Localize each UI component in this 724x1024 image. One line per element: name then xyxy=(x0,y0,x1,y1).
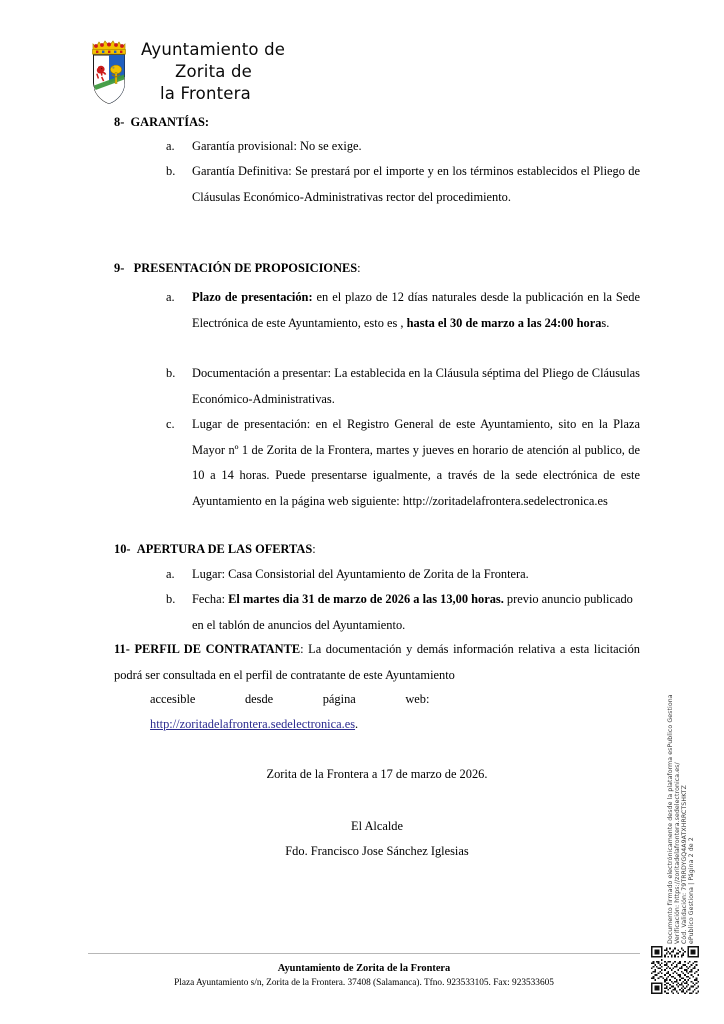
organization-name xyxy=(141,33,285,104)
section-11-text-2: . xyxy=(355,717,359,731)
section-9-heading xyxy=(114,256,640,282)
list-marker: b. xyxy=(166,592,176,606)
list-marker: a. xyxy=(166,567,175,581)
list-marker: a. xyxy=(166,139,175,153)
section-10-title-colon: : xyxy=(312,542,316,556)
plazo-label: Plazo de presentación: xyxy=(192,290,313,304)
section-10-number: 10- xyxy=(114,542,131,556)
section-11-link-line xyxy=(150,712,640,738)
org-line-2: Zorita de xyxy=(175,61,253,81)
list-marker: c. xyxy=(166,417,175,431)
fecha-value: El martes dia 31 de marzo de 2026 a las 13,00 horas. xyxy=(228,592,504,606)
section-9-item-b xyxy=(166,361,640,412)
section-10-heading xyxy=(114,537,640,563)
coat-of-arms-icon xyxy=(86,33,132,105)
stamp-validation-code: Cód. Validación: 79TRRDYGQ4A9ATXHRRCTSHKTZ xyxy=(681,785,688,944)
section-9-title-colon: : xyxy=(357,261,361,275)
footer-divider xyxy=(88,953,640,954)
section-9-item-c-text: Lugar de presentación: en el Registro General de este Ayuntamiento, sito en la Plaza Mayor nº 1 de Zorita de la Frontera, martes y jueves en horario de atención al publico, de 10 a 14 horas. Puede presentarse igualmente, a través de la sede electrónica de este Ayuntamiento en la página web siguiente: http://zoritadelafrontera.sedelectronica.es xyxy=(192,417,640,508)
esignature-margin-stamp xyxy=(662,630,702,946)
qr-code-icon[interactable] xyxy=(651,946,699,994)
section-8-item-a-text: Garantía provisional: No se exige. xyxy=(192,139,362,153)
section-8-item-a xyxy=(166,134,640,160)
list-marker: b. xyxy=(166,366,176,380)
section-11-title: PERFIL DE CONTRATANTE xyxy=(134,642,301,656)
stamp-page-label: ePublico Gestiona | Página 2 de 2 xyxy=(688,837,695,944)
section-10-item-b xyxy=(166,587,640,638)
section-9-title: PRESENTACIÓN DE PROPOSICIONES xyxy=(133,261,358,275)
section-8-item-b xyxy=(166,159,640,210)
section-10-item-a xyxy=(166,562,640,588)
section-11-text-1: : La documentación y demás información relativa a esta licitación podrá ser consultada en el perfil de contratante de este Ayuntamiento xyxy=(114,642,640,682)
section-11-text-fill: accesible desde página web: xyxy=(150,692,430,706)
section-9-item-c xyxy=(166,412,640,514)
page-footer xyxy=(88,962,640,990)
org-line-3: la Frontera xyxy=(160,83,251,103)
signer-title: El Alcalde xyxy=(351,819,403,833)
section-9-number: 9- xyxy=(114,261,125,275)
perfil-contratante-link[interactable]: http://zoritadelafrontera.sedelectronica.es xyxy=(150,717,356,731)
signer-name: Fdo. Francisco Jose Sánchez Iglesias xyxy=(285,844,469,858)
place-and-date: Zorita de la Frontera a 17 de marzo de 2026. xyxy=(266,767,488,781)
stamp-signed-note: Documento firmado electrónicamente desde la plataforma esPublico Gestiona xyxy=(667,694,674,944)
list-marker: a. xyxy=(166,290,175,304)
org-line-1: Ayuntamiento de xyxy=(141,40,286,59)
section-10-title: APERTURA DE LAS OFERTAS xyxy=(136,542,313,556)
plazo-deadline: hasta el 30 de marzo a las 24:00 hora xyxy=(406,315,602,330)
section-11 xyxy=(114,637,640,688)
section-8-title: GARANTÍAS: xyxy=(130,115,210,129)
list-marker: b. xyxy=(166,164,176,178)
plazo-text-2: s. xyxy=(601,315,610,330)
section-11-filler-line xyxy=(150,687,640,713)
section-8-number: 8- xyxy=(114,115,125,129)
footer-org-name: Ayuntamiento de Zorita de la Frontera xyxy=(277,963,451,974)
fecha-note: previo anuncio publicado en el tablón de anuncios del Ayuntamiento. xyxy=(192,592,633,632)
section-8-item-b-text: Garantía Definitiva: Se prestará por el importe y en los términos establecidos el Pliego de Cláusulas Económico-Administrativas rector del procedimiento. xyxy=(192,164,640,204)
letterhead xyxy=(86,33,285,105)
section-8-heading xyxy=(114,110,640,136)
section-10-item-b-text xyxy=(192,587,640,638)
section-10-item-a-text: Lugar: Casa Consistorial del Ayuntamiento de Zorita de la Frontera. xyxy=(192,567,529,581)
section-11-number: 11- xyxy=(114,642,130,656)
section-9-item-b-text: Documentación a presentar: La establecida en la Cláusula séptima del Pliego de Cláusulas Económico-Administrativas. xyxy=(192,366,640,406)
section-9-item-a-text xyxy=(192,285,640,336)
footer-address: Plaza Ayuntamiento s/n, Zorita de la Frontera. 37408 (Salamanca). Tfno. 923533105. Fax: 923533605 xyxy=(174,978,554,988)
section-9-item-a xyxy=(166,285,640,336)
fecha-label: Fecha: xyxy=(192,592,229,606)
plazo-text-1: en el plazo de 12 días naturales desde la publicación en la Sede Electrónica de este Ayuntamiento, esto es , xyxy=(192,290,641,330)
stamp-verification-url: Verificación: https://zoritadelafrontera.sedelectronica.es/ xyxy=(674,762,681,944)
